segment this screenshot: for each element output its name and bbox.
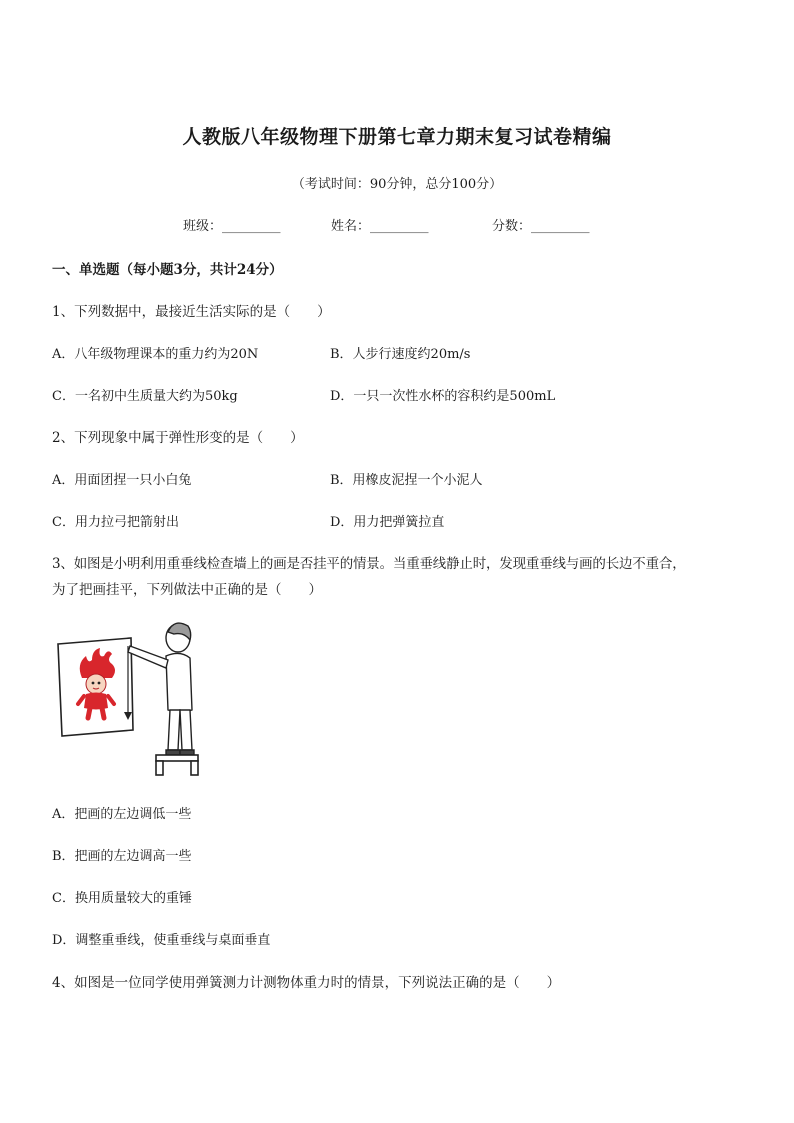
question-2-option-d: D．用力把弹簧拉直 <box>330 515 445 530</box>
question-1-option-b: B．人步行速度约20m/s <box>330 347 471 362</box>
name-field: 姓名：_________ <box>331 219 429 234</box>
question-4-stem: 4、如图是一位同学使用弹簧测力计测物体重力时的情景，下列说法正确的是（ ） <box>52 975 561 991</box>
question-3-stem-line2: 为了把画挂平，下列做法中正确的是（ ） <box>52 582 322 598</box>
page-title: 人教版八年级物理下册第七章力期末复习试卷精编 <box>182 126 612 148</box>
question-1-stem: 1、下列数据中，最接近生活实际的是（ ） <box>52 304 331 320</box>
question-1-option-c: C．一名初中生质量大约为50kg <box>52 389 238 404</box>
question-3-option-a: A．把画的左边调低一些 <box>52 807 192 822</box>
score-field: 分数：_________ <box>492 219 590 234</box>
exam-info: （考试时间：90分钟，总分100分） <box>291 177 503 192</box>
question-3-option-c: C．换用质量较大的重锤 <box>52 891 192 906</box>
person-figure <box>128 623 194 755</box>
plumb-line-illustration <box>56 618 206 776</box>
question-2-option-b: B．用橡皮泥捏一个小泥人 <box>330 473 483 488</box>
section-heading: 一、单选题（每小题3分，共计24分） <box>52 262 283 278</box>
question-2-option-c: C．用力拉弓把箭射出 <box>52 515 179 530</box>
question-3-option-d: D．调整重垂线，使重垂线与桌面垂直 <box>52 933 271 948</box>
question-3-option-b: B．把画的左边调高一些 <box>52 849 192 864</box>
question-2-option-a: A．用面团捏一只小白兔 <box>52 473 192 488</box>
plumb-line-figure <box>56 618 206 780</box>
question-1-option-a: A．八年级物理课本的重力约为20N <box>52 347 259 362</box>
question-2-stem: 2、下列现象中属于弹性形变的是（ ） <box>52 430 304 446</box>
question-3-stem-line1: 3、如图是小明利用重垂线检查墙上的画是否挂平的情景。当重垂线静止时，发现重垂线与画的长边不重合， <box>52 556 686 572</box>
class-field: 班级：_________ <box>183 219 281 234</box>
question-1-option-d: D．一只一次性水杯的容积约是500mL <box>330 389 556 404</box>
stool <box>156 755 198 775</box>
